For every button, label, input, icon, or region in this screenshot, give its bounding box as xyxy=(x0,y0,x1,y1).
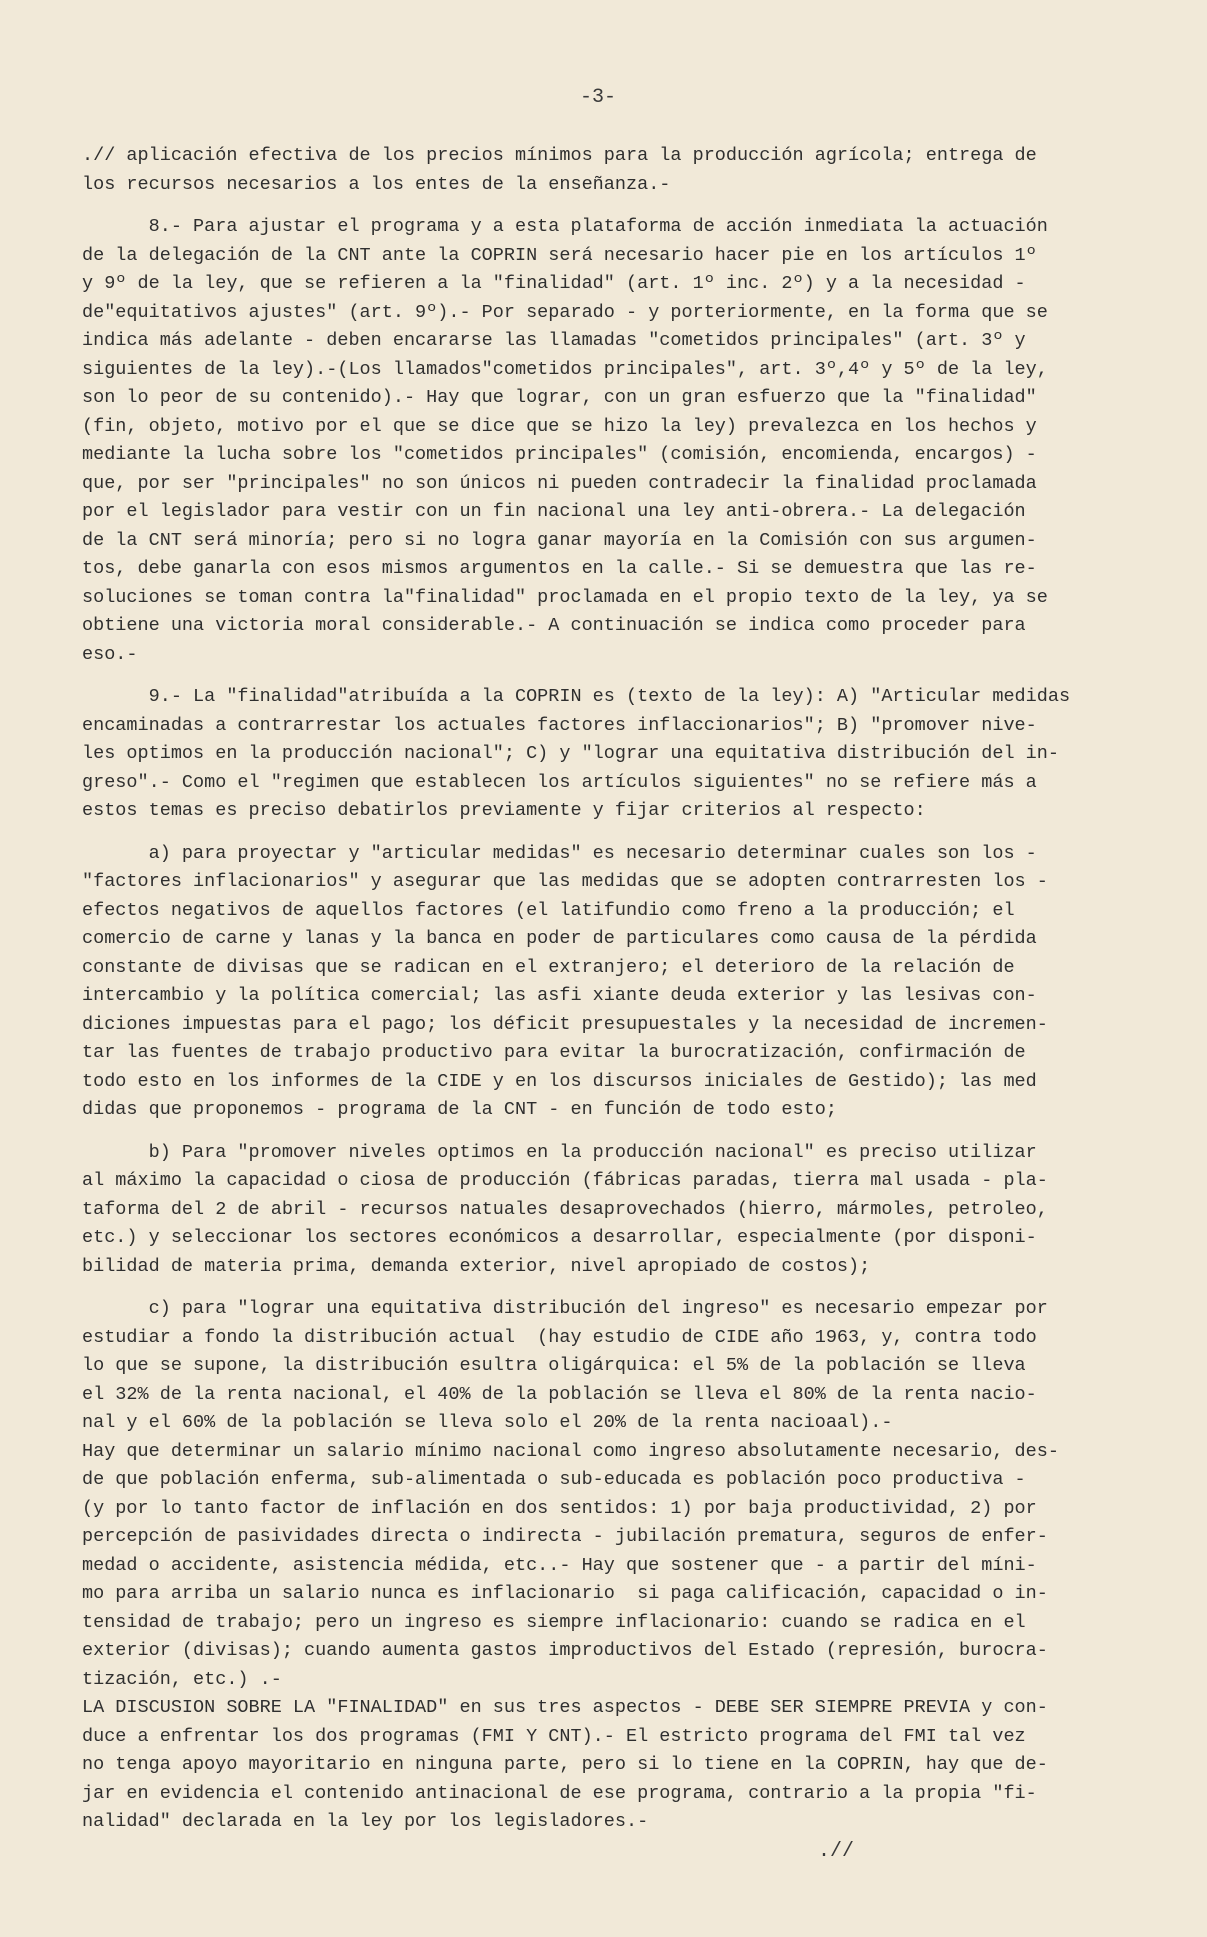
paragraph-gap xyxy=(82,199,1142,213)
text-line: didas que proponemos - programa de la CNT - en función de todo esto; xyxy=(82,1099,837,1120)
text-line: jar en evidencia el contenido antinacional de ese programa, contrario a la propia "fi- xyxy=(82,1782,1037,1804)
text-line: el 32% de la renta nacional, el 40% de la población se lleva el 80% de la renta nacio- xyxy=(82,1383,1037,1405)
text-line: nal y el 60% de la población se lleva solo el 20% de la renta nacioaal).- xyxy=(82,1412,893,1433)
text-line: comercio de carne y lanas y la banca en poder de particulares como causa de la pérdida xyxy=(82,928,1037,949)
text-line: estudiar a fondo la distribución actual (hay estudio de CIDE año 1963, y, contra todo xyxy=(82,1326,1037,1348)
text-line: .// aplicación efectiva de los precios mínimos para la producción agrícola; entrega de xyxy=(82,145,1037,166)
text-line: encaminadas a contrarrestar los actuales factores inflaccionarios"; B) "promover nive- xyxy=(82,714,1037,736)
paragraph-gap xyxy=(82,826,1142,840)
text-line: efectos negativos de aquellos factores (el latifundio como freno a la producción; el xyxy=(82,899,1015,921)
text-line: de que población enferma, sub-alimentada o sub-educada es población poco productiva - xyxy=(82,1469,1026,1490)
text-line: mo para arriba un salario nunca es inflacionario si paga calificación, capacidad o in- xyxy=(82,1583,1048,1604)
paragraph-gap xyxy=(82,1281,1142,1295)
text-line: nalidad" declarada en la ley por los legisladores.- xyxy=(82,1811,649,1832)
text-line: LA DISCUSION SOBRE LA "FINALIDAD" en sus tres aspectos - DEBE SER SIEMPRE PREVIA y con- xyxy=(82,1697,1048,1718)
text-line: greso".- Como el "regimen que establecen los artículos siguientes" no se refiere más a xyxy=(82,771,1037,793)
text-line: eso.- xyxy=(82,643,138,665)
text-line: medad o accidente, asistencia médida, etc..- Hay que sostener que - a partir del míni- xyxy=(82,1554,1037,1576)
text-line: taforma del 2 de abril - recursos natuales desaprovechados (hierro, mármoles, petroleo, xyxy=(82,1198,1048,1220)
continuation-mark: .// xyxy=(818,1840,855,1863)
text-line: estos temas es preciso debatirlos previamente y fijar criterios al respecto: xyxy=(82,800,926,821)
text-line: diciones impuestas para el pago; los déficit presupuestales y la necesidad de incremen- xyxy=(82,1013,1048,1035)
text-line: lo que se supone, la distribución esultra oligárquica: el 5% de la población se lleva xyxy=(82,1355,1026,1376)
text-line: c) para "lograr una equitativa distribución del ingreso" es necesario empezar por xyxy=(82,1298,1048,1319)
text-line: no tenga apoyo mayoritario en ninguna parte, pero si lo tiene en la COPRIN, hay que de- xyxy=(82,1754,1048,1775)
text-line: bilidad de materia prima, demanda exterior, nivel apropiado de costos); xyxy=(82,1255,871,1277)
text-line: indica más adelante - deben encararse las llamadas "cometidos principales" (art. 3º y xyxy=(82,330,1026,351)
page-number: -3- xyxy=(580,86,617,109)
paragraph-gap xyxy=(82,669,1142,683)
text-line: tos, debe ganarla con esos mismos argumentos en la calle.- Si se demuestra que las re- xyxy=(82,558,1037,579)
document-body xyxy=(82,142,1142,1837)
text-line: y 9º de la ley, que se refieren a la "finalidad" (art. 1º inc. 2º) y a la necesidad - xyxy=(82,273,1026,294)
text-line: tización, etc.) .- xyxy=(82,1668,282,1690)
text-line: "factores inflacionarios" y asegurar que las medidas que se adopten contrarresten los - xyxy=(82,871,1048,892)
text-line: b) Para "promover niveles optimos en la producción nacional" es preciso utilizar xyxy=(82,1141,1037,1163)
text-line: les optimos en la producción nacional"; C) y "lograr una equitativa distribución del in- xyxy=(82,743,1059,764)
text-line: 9.- La "finalidad"atribuída a la COPRIN es (texto de la ley): A) "Articular medidas xyxy=(82,686,1071,707)
text-line: 8.- Para ajustar el programa y a esta plataforma de acción inmediata la actuación xyxy=(82,216,1048,237)
text-line: que, por ser "principales" no son únicos ni pueden contradecir la finalidad proclamada xyxy=(82,472,1037,494)
text-line: de"equitativos ajustes" (art. 9º).- Por separado - y porteriormente, en la forma que se xyxy=(82,301,1048,323)
text-line: a) para proyectar y "articular medidas" es necesario determinar cuales son los - xyxy=(82,842,1037,864)
text-line: soluciones se toman contra la"finalidad" proclamada en el propio texto de la ley, ya se xyxy=(82,586,1048,608)
text-line: todo esto en los informes de la CIDE y en los discursos iniciales de Gestido); las med xyxy=(82,1070,1037,1092)
text-line: tar las fuentes de trabajo productivo para evitar la burocratización, confirmación de xyxy=(82,1042,1026,1063)
text-line: duce a enfrentar los dos programas (FMI Y CNT).- El estricto programa del FMI tal vez xyxy=(82,1725,1026,1747)
text-line: constante de divisas que se radican en el extranjero; el deterioro de la relación de xyxy=(82,956,1015,978)
text-line: etc.) y seleccionar los sectores económicos a desarrollar, especialmente (por disponi- xyxy=(82,1227,1037,1248)
text-line: percepción de pasividades directa o indirecta - jubilación prematura, seguros de enfer- xyxy=(82,1526,1048,1547)
paragraph-gap xyxy=(82,1125,1142,1139)
text-line: Hay que determinar un salario mínimo nacional como ingreso absolutamente necesario, des- xyxy=(82,1440,1059,1462)
text-line: siguientes de la ley).-(Los llamados"cometidos principales", art. 3º,4º y 5º de la ley, xyxy=(82,358,1048,380)
text-line: exterior (divisas); cuando aumenta gastos improductivos del Estado (represión, burocra- xyxy=(82,1640,1048,1661)
text-line: los recursos necesarios a los entes de la enseñanza.- xyxy=(82,173,671,195)
text-line: por el legislador para vestir con un fin nacional una ley anti-obrera.- La delegación xyxy=(82,501,1026,522)
text-line: tensidad de trabajo; pero un ingreso es siempre inflacionario: cuando se radica en el xyxy=(82,1611,1026,1633)
text-line: obtiene una victoria moral considerable.- A continuación se indica como proceder para xyxy=(82,615,1026,636)
text-line: al máximo la capacidad o ciosa de producción (fábricas paradas, tierra mal usada - pla- xyxy=(82,1170,1048,1191)
text-line: (y por lo tanto factor de inflación en dos sentidos: 1) por baja productividad, 2) por xyxy=(82,1497,1037,1519)
text-line: de la CNT será minoría; pero si no logra ganar mayoría en la Comisión con sus argumen- xyxy=(82,529,1037,551)
text-line: mediante la lucha sobre los "cometidos principales" (comisión, encomienda, encargos) - xyxy=(82,444,1037,465)
text-line: son lo peor de su contenido).- Hay que lograr, con un gran esfuerzo que la "finalidad" xyxy=(82,387,1037,408)
text-line: de la delegación de la CNT ante la COPRIN será necesario hacer pie en los artículos 1º xyxy=(82,244,1037,266)
text-line: (fin, objeto, motivo por el que se dice que se hizo la ley) prevalezca en los hechos y xyxy=(82,415,1037,437)
text-line: intercambio y la política comercial; las asfi xiante deuda exterior y las lesivas con- xyxy=(82,985,1037,1006)
